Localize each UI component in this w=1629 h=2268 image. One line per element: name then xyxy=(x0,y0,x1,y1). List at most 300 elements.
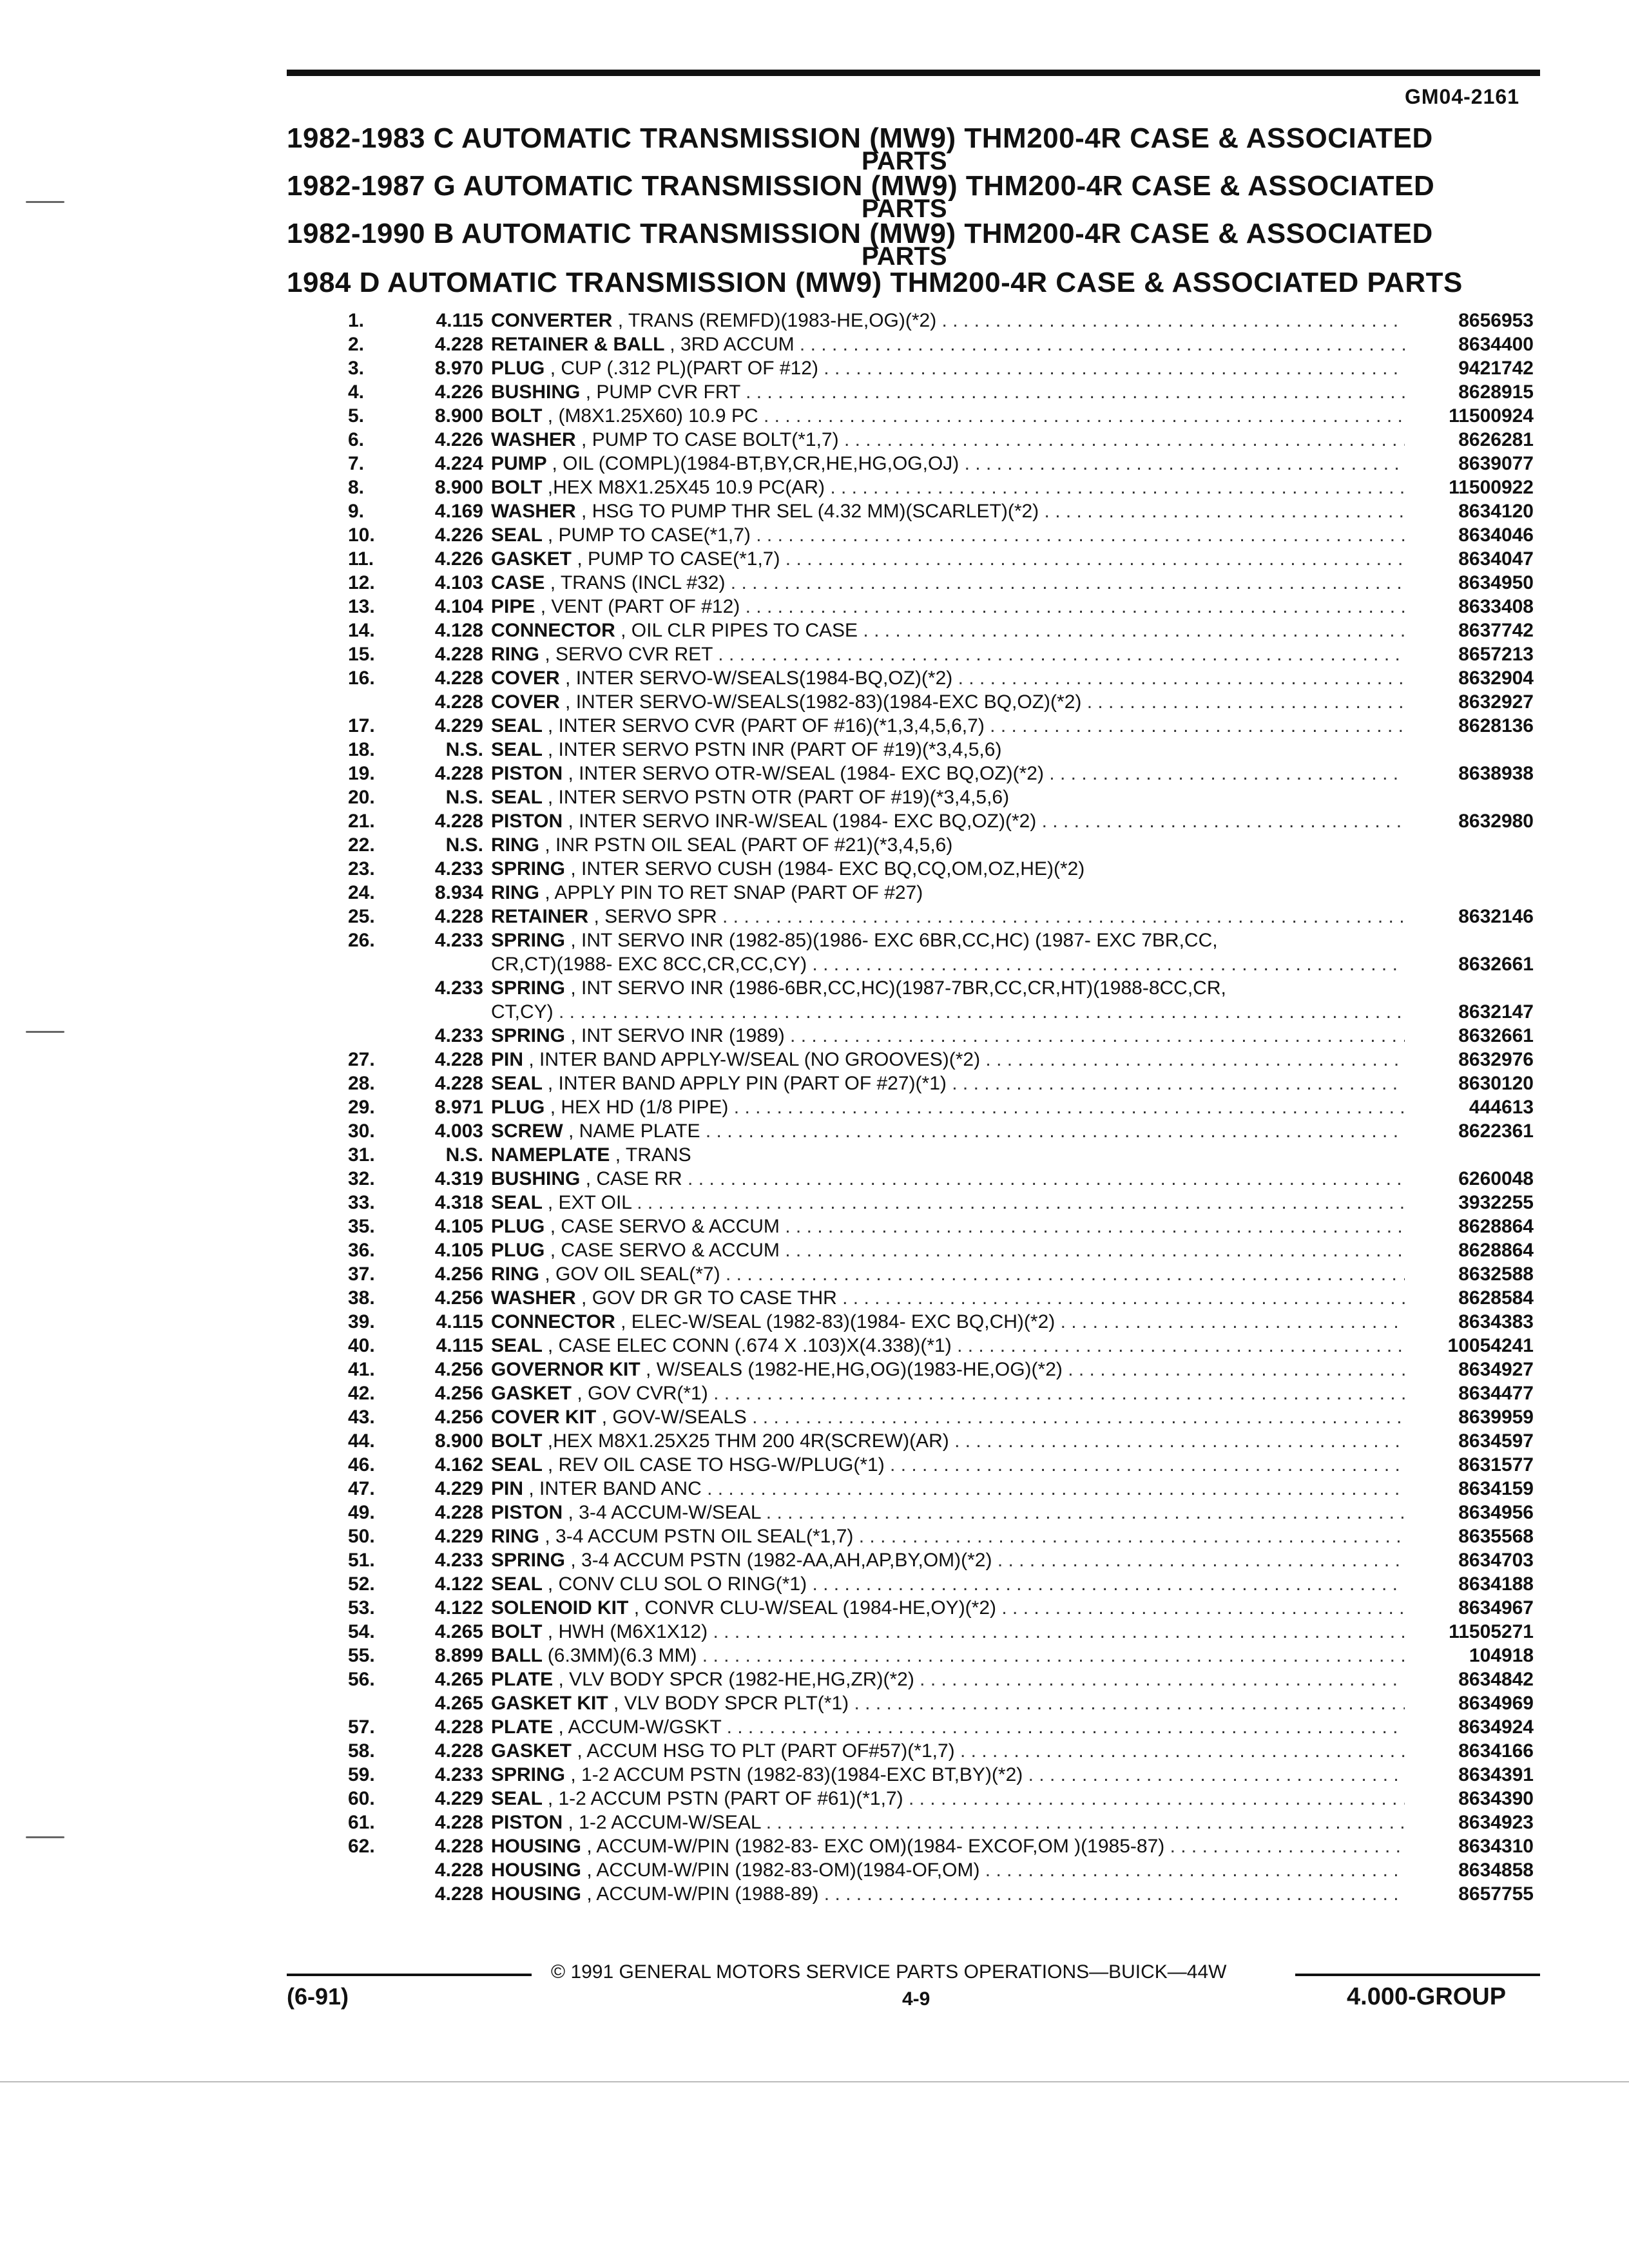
group-number: 4.228 xyxy=(434,1883,483,1905)
part-detail: , SERVO CVR RET xyxy=(545,644,713,665)
item-number: 31. xyxy=(348,1144,375,1166)
part-description xyxy=(491,811,1405,832)
group-number: 4.228 xyxy=(434,668,483,689)
item-number: 56. xyxy=(348,1669,375,1690)
part-description xyxy=(491,501,1405,523)
parts-row xyxy=(348,1643,1534,1667)
item-number: 25. xyxy=(348,906,375,927)
part-name: CONVERTER xyxy=(491,310,613,331)
part-detail: , CASE SERVO & ACCUM xyxy=(550,1240,780,1261)
part-name: RING xyxy=(491,1264,539,1285)
part-detail: , GOV OIL SEAL(*7) xyxy=(545,1264,720,1285)
item-number: 4. xyxy=(348,381,365,403)
part-description xyxy=(491,1740,1405,1762)
item-number: 23. xyxy=(348,858,375,879)
part-name: GASKET xyxy=(491,548,572,570)
parts-row xyxy=(348,1381,1534,1405)
part-number: 8632588 xyxy=(1458,1264,1534,1285)
part-description xyxy=(491,1025,1405,1047)
group-number: 4.122 xyxy=(434,1573,483,1595)
part-detail: , 3RD ACCUM xyxy=(670,334,795,355)
group-number: N.S. xyxy=(445,787,483,808)
item-number: 38. xyxy=(348,1287,375,1309)
part-description xyxy=(491,882,1405,904)
part-name: BOLT xyxy=(491,405,543,427)
group-number: N.S. xyxy=(445,739,483,760)
parts-row xyxy=(348,1619,1534,1643)
part-name: SPRING xyxy=(491,858,566,879)
item-number: 59. xyxy=(348,1764,375,1785)
part-detail: , INTER BAND ANC xyxy=(528,1478,702,1499)
heading-line: 1982-1983 C AUTOMATIC TRANSMISSION (MW9) THM200-4R CASE & ASSOCIATED xyxy=(287,122,1433,154)
part-description xyxy=(491,1216,1405,1238)
item-number: 42. xyxy=(348,1383,375,1404)
part-detail: , HWH (M6X1X12) xyxy=(547,1621,708,1642)
group-number: 8.900 xyxy=(434,405,483,427)
part-name: SEAL xyxy=(491,1788,543,1809)
part-number: 8634923 xyxy=(1458,1812,1534,1833)
parts-row xyxy=(348,999,1534,1023)
parts-row xyxy=(348,1142,1534,1166)
group-number: 4.105 xyxy=(434,1240,483,1261)
part-detail: , TRANS (INCL #32) xyxy=(550,572,726,593)
footer-copyright: © 1991 GENERAL MOTORS SERVICE PARTS OPERATIONS—BUICK—44W xyxy=(551,1961,1227,1983)
parts-row xyxy=(348,809,1534,832)
parts-row xyxy=(348,427,1534,451)
group-number: 4.105 xyxy=(434,1216,483,1237)
part-name: GOVERNOR KIT xyxy=(491,1359,641,1380)
part-name: PIN xyxy=(491,1049,524,1070)
part-number: 8628864 xyxy=(1458,1216,1534,1237)
item-number: 14. xyxy=(348,620,375,641)
part-detail: , 3-4 ACCUM PSTN (1982-AA,AH,AP,BY,OM)(*2) xyxy=(570,1550,992,1571)
parts-row xyxy=(348,856,1534,880)
part-description xyxy=(491,691,1405,713)
parts-row xyxy=(348,1738,1534,1762)
part-description xyxy=(491,1192,1405,1214)
part-number: 8634400 xyxy=(1458,334,1534,355)
parts-row xyxy=(348,618,1534,642)
part-detail: , EXT OIL xyxy=(547,1192,631,1213)
parts-row xyxy=(348,880,1534,904)
parts-row xyxy=(348,1667,1534,1691)
item-number: 55. xyxy=(348,1645,375,1666)
group-number: 4.228 xyxy=(434,334,483,355)
group-number: 4.228 xyxy=(434,763,483,784)
part-number: 8634310 xyxy=(1458,1836,1534,1857)
parts-row xyxy=(348,1238,1534,1262)
part-name: BALL xyxy=(491,1645,543,1666)
parts-row xyxy=(348,1762,1534,1786)
parts-row xyxy=(348,380,1534,403)
part-description xyxy=(491,1478,1405,1500)
part-name: WASHER xyxy=(491,501,576,522)
part-number: 8634120 xyxy=(1458,501,1534,522)
parts-row xyxy=(348,356,1534,380)
part-number: 8634383 xyxy=(1458,1311,1534,1332)
part-detail: , ACCUM-W/PIN (1982-83-OM)(1984-OF,OM) xyxy=(586,1860,980,1881)
group-number: 4.228 xyxy=(434,1836,483,1857)
heading-line: 1982-1990 B AUTOMATIC TRANSMISSION (MW9) THM200-4R CASE & ASSOCIATED xyxy=(287,218,1433,249)
item-number: 54. xyxy=(348,1621,375,1642)
parts-row xyxy=(348,1476,1534,1500)
part-detail: ,HEX M8X1.25X45 10.9 PC(AR) xyxy=(547,477,825,498)
part-number: 8634924 xyxy=(1458,1716,1534,1738)
part-name: SPRING xyxy=(491,930,566,951)
parts-row xyxy=(348,1357,1534,1381)
parts-row xyxy=(348,1166,1534,1190)
parts-row xyxy=(348,1810,1534,1834)
item-number: 36. xyxy=(348,1240,375,1261)
parts-row xyxy=(348,1715,1534,1738)
group-number: 4.224 xyxy=(434,453,483,474)
part-description xyxy=(491,310,1405,332)
part-detail: , INTER SERVO-W/SEALS(1984-BQ,OZ)(*2) xyxy=(565,668,953,689)
part-detail: , VENT (PART OF #12) xyxy=(540,596,740,617)
parts-row xyxy=(348,713,1534,737)
part-description xyxy=(491,548,1405,570)
part-detail: , INTER SERVO OTR-W/SEAL (1984- EXC BQ,OZ)(*2) xyxy=(568,763,1044,784)
part-detail: , TRANS (REMFD)(1983-HE,OG)(*2) xyxy=(617,310,937,331)
group-number: 4.228 xyxy=(434,1049,483,1070)
item-number: 11. xyxy=(348,548,374,570)
part-number: 11505271 xyxy=(1449,1621,1534,1642)
group-number: 4.229 xyxy=(434,715,483,736)
item-number: 62. xyxy=(348,1836,375,1857)
group-number: 4.128 xyxy=(434,620,483,641)
group-number: 4.003 xyxy=(434,1120,483,1142)
item-number: 8. xyxy=(348,477,365,498)
part-name: PISTON xyxy=(491,1502,563,1523)
part-name: RING xyxy=(491,882,539,903)
parts-row xyxy=(348,570,1534,594)
heading-sub: PARTS xyxy=(862,242,947,271)
part-number: 8638938 xyxy=(1458,763,1534,784)
part-description xyxy=(491,1383,1405,1405)
part-detail: ,HEX M8X1.25X25 THM 200 4R(SCREW)(AR) xyxy=(547,1430,949,1452)
parts-row xyxy=(348,928,1534,952)
part-number: 8634047 xyxy=(1458,548,1534,570)
part-name: RING xyxy=(491,1526,539,1547)
part-detail: , INTER SERVO INR-W/SEAL (1984- EXC BQ,OZ)(*2) xyxy=(568,811,1037,832)
group-number: 4.256 xyxy=(434,1383,483,1404)
part-description xyxy=(491,405,1405,427)
group-number: 4.162 xyxy=(434,1454,483,1475)
group-number: 4.228 xyxy=(434,644,483,665)
part-description xyxy=(491,1454,1405,1476)
part-number: 8634188 xyxy=(1458,1573,1534,1595)
part-number: 8634927 xyxy=(1458,1359,1534,1380)
item-number: 40. xyxy=(348,1335,375,1356)
item-number: 44. xyxy=(348,1430,375,1452)
group-number: 4.115 xyxy=(436,1311,483,1332)
part-description xyxy=(491,1597,1405,1619)
item-number: 6. xyxy=(348,429,365,450)
part-number: 9421742 xyxy=(1458,358,1534,379)
part-detail: , ACCUM-W/PIN (1982-83- EXC OM)(1984- EXCOF,OM )(1985-87) xyxy=(586,1836,1165,1857)
item-number: 12. xyxy=(348,572,375,593)
part-detail: , INTER SERVO PSTN OTR (PART OF #19)(*3,4,5,6) xyxy=(547,787,1010,808)
part-number: 8628864 xyxy=(1458,1240,1534,1261)
parts-row xyxy=(348,451,1534,475)
scan-mark xyxy=(26,201,64,203)
part-name: SEAL xyxy=(491,524,543,546)
part-description xyxy=(491,1716,1405,1738)
part-description xyxy=(491,1264,1405,1285)
group-number: 4.228 xyxy=(434,1740,483,1762)
part-description xyxy=(491,358,1405,380)
group-number: 4.256 xyxy=(434,1264,483,1285)
parts-row xyxy=(348,1333,1534,1357)
part-detail: , 3-4 ACCUM-W/SEAL xyxy=(568,1502,761,1523)
group-number: 8.971 xyxy=(434,1097,483,1118)
part-detail: , VLV BODY SPCR (1982-HE,HG,ZR)(*2) xyxy=(558,1669,914,1690)
part-detail: , INTER SERVO-W/SEALS(1982-83)(1984-EXC BQ,OZ)(*2) xyxy=(565,691,1082,713)
group-number: 4.256 xyxy=(434,1359,483,1380)
parts-row xyxy=(348,1595,1534,1619)
part-name: CONNECTOR xyxy=(491,1311,615,1332)
heading-line: 1984 D AUTOMATIC TRANSMISSION (MW9) THM200-4R CASE & ASSOCIATED PARTS xyxy=(287,267,1463,298)
part-detail: , INTER SERVO PSTN INR (PART OF #19)(*3,4,5,6) xyxy=(547,739,1002,760)
part-description xyxy=(491,1573,1405,1595)
part-detail: , ELEC-W/SEAL (1982-83)(1984- EXC BQ,CH)(*2) xyxy=(621,1311,1055,1332)
parts-row xyxy=(348,785,1534,809)
part-detail: , TRANS xyxy=(615,1144,691,1166)
part-detail: CT,CY) xyxy=(491,1001,554,1023)
part-name: BOLT xyxy=(491,477,543,498)
group-number: 4.233 xyxy=(434,930,483,951)
part-description xyxy=(491,1502,1405,1524)
part-description xyxy=(491,739,1405,761)
part-description xyxy=(491,1144,1405,1166)
scan-mark xyxy=(26,1836,64,1838)
part-detail: , INT SERVO INR (1982-85)(1986- EXC 6BR,CC,HC) (1987- EXC 7BR,CC, xyxy=(570,930,1218,951)
part-name: WASHER xyxy=(491,429,576,450)
group-number: 4.226 xyxy=(434,524,483,546)
part-description xyxy=(491,572,1405,594)
parts-row xyxy=(348,1190,1534,1214)
parts-row xyxy=(348,904,1534,928)
part-detail: , 1-2 ACCUM PSTN (PART OF #61)(*1,7) xyxy=(547,1788,903,1809)
group-number: 4.228 xyxy=(434,1502,483,1523)
part-number: 8657213 xyxy=(1458,644,1534,665)
part-number: 8634166 xyxy=(1458,1740,1534,1762)
part-number: 3932255 xyxy=(1458,1192,1534,1213)
parts-row xyxy=(348,475,1534,499)
parts-row xyxy=(348,594,1534,618)
part-description xyxy=(491,1168,1405,1190)
group-number: 4.103 xyxy=(434,572,483,593)
part-detail: , SERVO SPR xyxy=(593,906,717,927)
item-number: 2. xyxy=(348,334,365,355)
part-number: 11500922 xyxy=(1449,477,1534,498)
item-number: 9. xyxy=(348,501,365,522)
group-number: 8.900 xyxy=(434,477,483,498)
item-number: 41. xyxy=(348,1359,375,1380)
group-number: 4.228 xyxy=(434,811,483,832)
part-name: PLATE xyxy=(491,1669,554,1690)
part-detail: , INTER BAND APPLY PIN (PART OF #27)(*1) xyxy=(547,1073,947,1094)
part-detail: , VLV BODY SPCR PLT(*1) xyxy=(613,1693,849,1714)
parts-row xyxy=(348,1500,1534,1524)
footer-group: 4.000-GROUP xyxy=(1347,1983,1507,2010)
item-number: 5. xyxy=(348,405,365,427)
part-description xyxy=(491,906,1405,928)
part-number: 8634159 xyxy=(1458,1478,1534,1499)
part-detail: , CASE SERVO & ACCUM xyxy=(550,1216,780,1237)
part-number: 8657755 xyxy=(1458,1883,1534,1905)
footer-date: (6-91) xyxy=(287,1983,349,2010)
group-number: 4.104 xyxy=(434,596,483,617)
part-detail: , CASE ELEC CONN (.674 X .103)X(4.338)(*1) xyxy=(547,1335,952,1356)
item-number: 21. xyxy=(348,811,375,832)
parts-row xyxy=(348,1858,1534,1881)
part-number: 8634597 xyxy=(1458,1430,1534,1452)
part-name: CONNECTOR xyxy=(491,620,615,641)
group-number: 4.318 xyxy=(434,1192,483,1213)
item-number: 43. xyxy=(348,1407,375,1428)
part-number: 8634046 xyxy=(1458,524,1534,546)
item-number: 27. xyxy=(348,1049,375,1070)
item-number: 58. xyxy=(348,1740,375,1762)
part-name: SEAL xyxy=(491,1192,543,1213)
parts-row xyxy=(348,1786,1534,1810)
part-description xyxy=(491,334,1405,356)
item-number: 7. xyxy=(348,453,365,474)
part-detail: , GOV-W/SEALS xyxy=(601,1407,747,1428)
part-name: SEAL xyxy=(491,1454,543,1475)
parts-row xyxy=(348,1285,1534,1309)
part-name: PLUG xyxy=(491,1240,545,1261)
part-number: 10054241 xyxy=(1447,1335,1534,1356)
item-number: 61. xyxy=(348,1812,375,1833)
part-number: 8628915 xyxy=(1458,381,1534,403)
parts-row xyxy=(348,975,1534,999)
part-description xyxy=(491,1240,1405,1262)
parts-row xyxy=(348,832,1534,856)
parts-row xyxy=(348,1023,1534,1047)
part-description xyxy=(491,763,1405,785)
group-number: N.S. xyxy=(445,1144,483,1166)
part-number: 8628136 xyxy=(1458,715,1534,736)
part-name: NAMEPLATE xyxy=(491,1144,610,1166)
group-number: 4.122 xyxy=(434,1597,483,1619)
part-number: 8635568 xyxy=(1458,1526,1534,1547)
parts-row xyxy=(348,1095,1534,1119)
part-number: 8632661 xyxy=(1458,1025,1534,1046)
part-number: 8631577 xyxy=(1458,1454,1534,1475)
item-number: 26. xyxy=(348,930,375,951)
part-name: SEAL xyxy=(491,787,543,808)
group-number: 4.226 xyxy=(434,381,483,403)
parts-row xyxy=(348,1405,1534,1428)
parts-row xyxy=(348,1691,1534,1715)
part-number: 8634390 xyxy=(1458,1788,1534,1809)
part-description xyxy=(491,1359,1405,1381)
group-number: 4.228 xyxy=(434,1860,483,1881)
group-number: 4.229 xyxy=(434,1478,483,1499)
parts-row xyxy=(348,1309,1534,1333)
part-number: 8632147 xyxy=(1458,1001,1534,1023)
part-detail: , OIL (COMPL)(1984-BT,BY,CR,HE,HG,OG,OJ) xyxy=(552,453,959,474)
item-number: 13. xyxy=(348,596,375,617)
group-number: 4.256 xyxy=(434,1407,483,1428)
part-number: 8633408 xyxy=(1458,596,1534,617)
parts-row xyxy=(348,689,1534,713)
part-description xyxy=(491,977,1405,999)
group-number: 4.233 xyxy=(434,977,483,999)
item-number: 46. xyxy=(348,1454,375,1475)
part-detail: , 1-2 ACCUM PSTN (1982-83)(1984-EXC BT,BY)(*2) xyxy=(570,1764,1023,1785)
item-number: 32. xyxy=(348,1168,375,1189)
part-number: 8634703 xyxy=(1458,1550,1534,1571)
item-number: 22. xyxy=(348,834,375,856)
part-detail: , PUMP TO CASE(*1,7) xyxy=(547,524,751,546)
part-detail: CR,CT)(1988- EXC 8CC,CR,CC,CY) xyxy=(491,954,807,975)
part-description xyxy=(491,1860,1405,1881)
part-number: 8632661 xyxy=(1458,954,1534,975)
part-number: 8632976 xyxy=(1458,1049,1534,1070)
part-number: 8639077 xyxy=(1458,453,1534,474)
group-number: 4.228 xyxy=(434,1716,483,1738)
part-detail: , GOV CVR(*1) xyxy=(577,1383,708,1404)
part-description xyxy=(491,1836,1405,1858)
part-number: 8632980 xyxy=(1458,811,1534,832)
part-name: RING xyxy=(491,644,539,665)
part-detail: , PUMP TO CASE(*1,7) xyxy=(577,548,780,570)
group-number: 4.265 xyxy=(434,1693,483,1714)
part-number: 8628584 xyxy=(1458,1287,1534,1309)
part-description xyxy=(491,1526,1405,1548)
group-number: 4.233 xyxy=(434,1025,483,1046)
group-number: 4.169 xyxy=(434,501,483,522)
part-detail: , CUP (.312 PL)(PART OF #12) xyxy=(550,358,818,379)
item-number: 35. xyxy=(348,1216,375,1237)
parts-row xyxy=(348,546,1534,570)
part-detail: , W/SEALS (1982-HE,HG,OG)(1983-HE,OG)(*2) xyxy=(646,1359,1063,1380)
part-name: COVER xyxy=(491,691,560,713)
part-detail: , ACCUM-W/PIN (1988-89) xyxy=(586,1883,819,1905)
part-number: 8637742 xyxy=(1458,620,1534,641)
part-description xyxy=(491,1407,1405,1428)
group-number: 4.228 xyxy=(434,691,483,713)
part-number: 104918 xyxy=(1469,1645,1534,1666)
part-detail: , OIL CLR PIPES TO CASE xyxy=(621,620,858,641)
part-name: PIN xyxy=(491,1478,524,1499)
part-name: HOUSING xyxy=(491,1883,582,1905)
part-description xyxy=(491,381,1405,403)
section-headings xyxy=(287,122,1550,298)
parts-row xyxy=(348,1119,1534,1142)
part-detail: , CONVR CLU-W/SEAL (1984-HE,OY)(*2) xyxy=(633,1597,997,1619)
parts-row xyxy=(348,952,1534,975)
group-number: 4.233 xyxy=(434,1764,483,1785)
part-number: 8634956 xyxy=(1458,1502,1534,1523)
footer-rule xyxy=(287,1974,532,1976)
part-number: 6260048 xyxy=(1458,1168,1534,1189)
group-number: 4.265 xyxy=(434,1669,483,1690)
parts-row xyxy=(348,1524,1534,1548)
part-name: SOLENOID KIT xyxy=(491,1597,629,1619)
part-number: 11500924 xyxy=(1449,405,1534,427)
group-number: 4.115 xyxy=(436,1335,483,1356)
item-number: 29. xyxy=(348,1097,375,1118)
part-description xyxy=(491,834,1405,856)
part-detail: , NAME PLATE xyxy=(568,1120,700,1142)
item-number: 47. xyxy=(348,1478,375,1499)
part-description xyxy=(491,620,1405,642)
part-description xyxy=(491,1287,1405,1309)
